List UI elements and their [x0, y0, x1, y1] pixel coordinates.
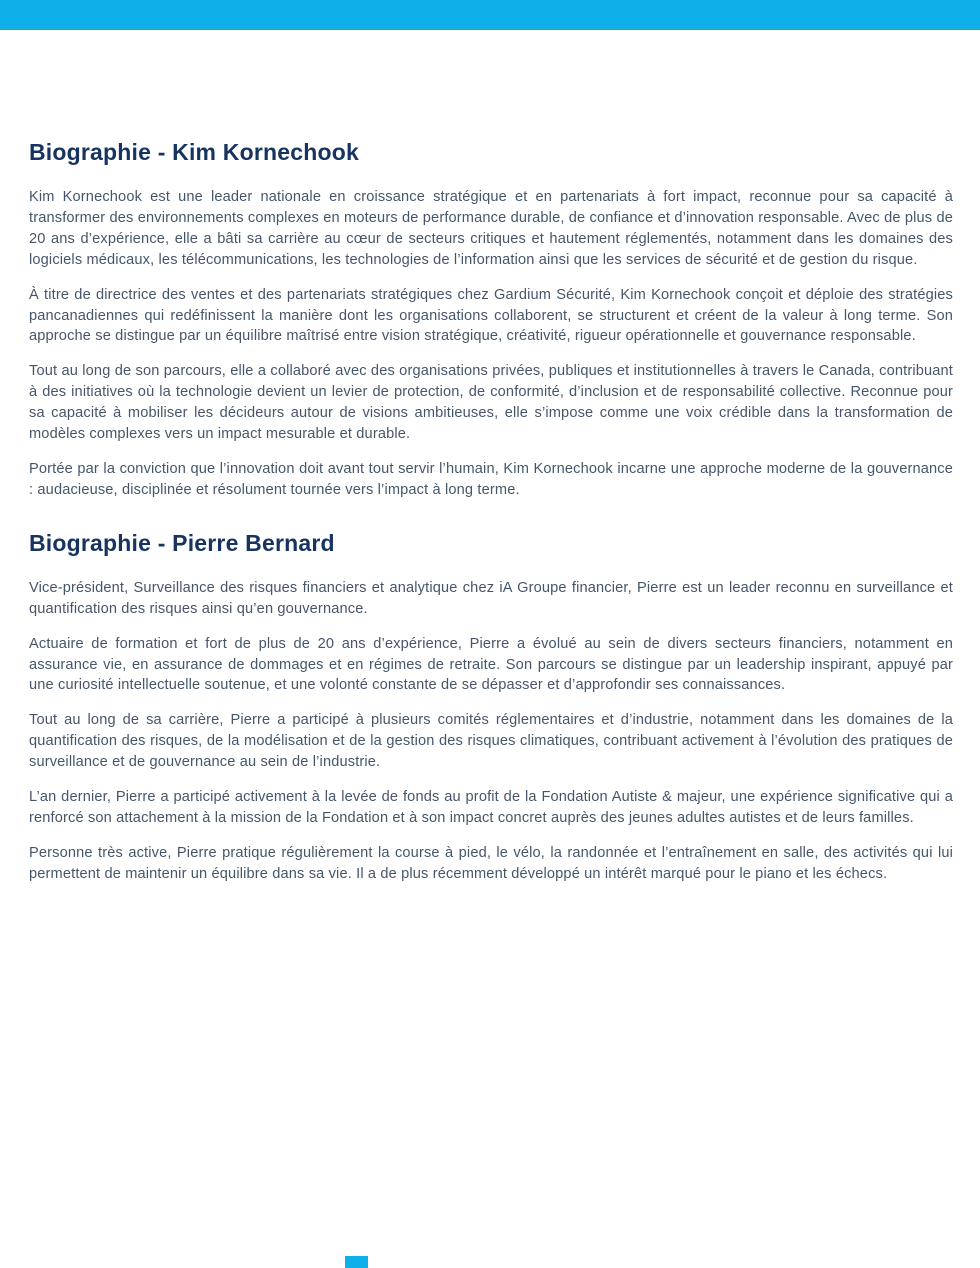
section-heading: Biographie - Kim Kornechook — [29, 139, 359, 165]
bio-section — [29, 138, 953, 501]
bottom-page-mark — [345, 1256, 368, 1268]
document-body — [0, 30, 980, 885]
bio-paragraph: L’an dernier, Pierre a participé activement à la levée de fonds au profit de la Fondation Autiste & majeur, une expérience significative qui a renforcé son attachement à la mission de la Fondation et à son impact concret auprès des jeunes adultes autistes et de leurs familles. — [29, 789, 953, 826]
bio-paragraph: Portée par la conviction que l’innovation doit avant tout servir l’humain, Kim Kornechook incarne une approche moderne de la gouvernance : audacieuse, disciplinée et résolument tournée vers l’impact à long terme. — [29, 460, 953, 498]
bio-paragraph: Vice-président, Surveillance des risques financiers et analytique chez iA Groupe financier, Pierre est un leader reconnu en surveillance et quantification des risques ainsi qu’en gouvernance. — [29, 579, 953, 617]
section-heading: Biographie - Pierre Bernard — [29, 529, 335, 556]
bio-paragraph: Personne très active, Pierre pratique régulièrement la course à pied, le vélo, la randonnée et l’entraînement en salle, des activités qui lui permettent de maintenir un équilibre dans sa vie. Il a de plus récemment développé un intérêt marqué pour le piano et les échecs. — [29, 844, 953, 882]
section-paragraphs — [29, 578, 953, 885]
bio-paragraph: Kim Kornechook est une leader nationale en croissance stratégique et en partenariats à fort impact, reconnue pour sa capacité à transformer des environnements complexes en moteurs de performance durable, de confiance et d’innovation responsable. Avec de plus de 20 ans d’expérience, elle a bâti sa carrière au cœur de secteurs critiques et hautement réglementés, notamment dans les domaines des logiciels médicaux, les télécommunications, les technologies de l’information ainsi que les services de sécurité et de gestion du risque. — [29, 189, 953, 268]
bio-section — [29, 529, 953, 885]
bio-paragraph: Tout au long de son parcours, elle a collaboré avec des organisations privées, publiques et institutionnelles à travers le Canada, contribuant à des initiatives où la technologie devient un levier de protection, de conformité, d’inclusion et de responsabilité collective. Reconnue pour sa capacité à mobiliser les décideurs autour de visions ambitieuses, elle s’impose comme une voix crédible dans la transformation de modèles complexes vers un impact mesurable et durable. — [29, 363, 953, 443]
section-paragraphs — [29, 187, 953, 501]
top-accent-bar — [0, 0, 980, 30]
bio-paragraph: À titre de directrice des ventes et des partenariats stratégiques chez Gardium Sécurité, Kim Kornechook conçoit et déploie des stratégies pancanadiennes qui redéfinissent la manière dont les organisations collaborent, se structurent et créent de la valeur à long terme. Son approche se distingue par un équilibre maîtrisé entre vision stratégique, créativité, rigueur opérationnelle et gouvernance responsable. — [29, 286, 953, 345]
bio-paragraph: Tout au long de sa carrière, Pierre a participé à plusieurs comités réglementaires et d’industrie, notamment dans les domaines de la quantification des risques, de la modélisation et de la gestion des risques climatiques, contribuant activement à l’évolution des pratiques de surveillance et de gouvernance au sein de l’industrie. — [29, 712, 953, 771]
bio-paragraph: Actuaire de formation et fort de plus de 20 ans d’expérience, Pierre a évolué au sein de divers secteurs financiers, notamment en assurance vie, en assurance de dommages et en régimes de retraite. Son parcours se distingue par un leadership inspirant, appuyé par une curiosité intellectuelle soutenue, et une volonté constante de se dépasser et d’approfondir ses connaissances. — [29, 635, 953, 694]
